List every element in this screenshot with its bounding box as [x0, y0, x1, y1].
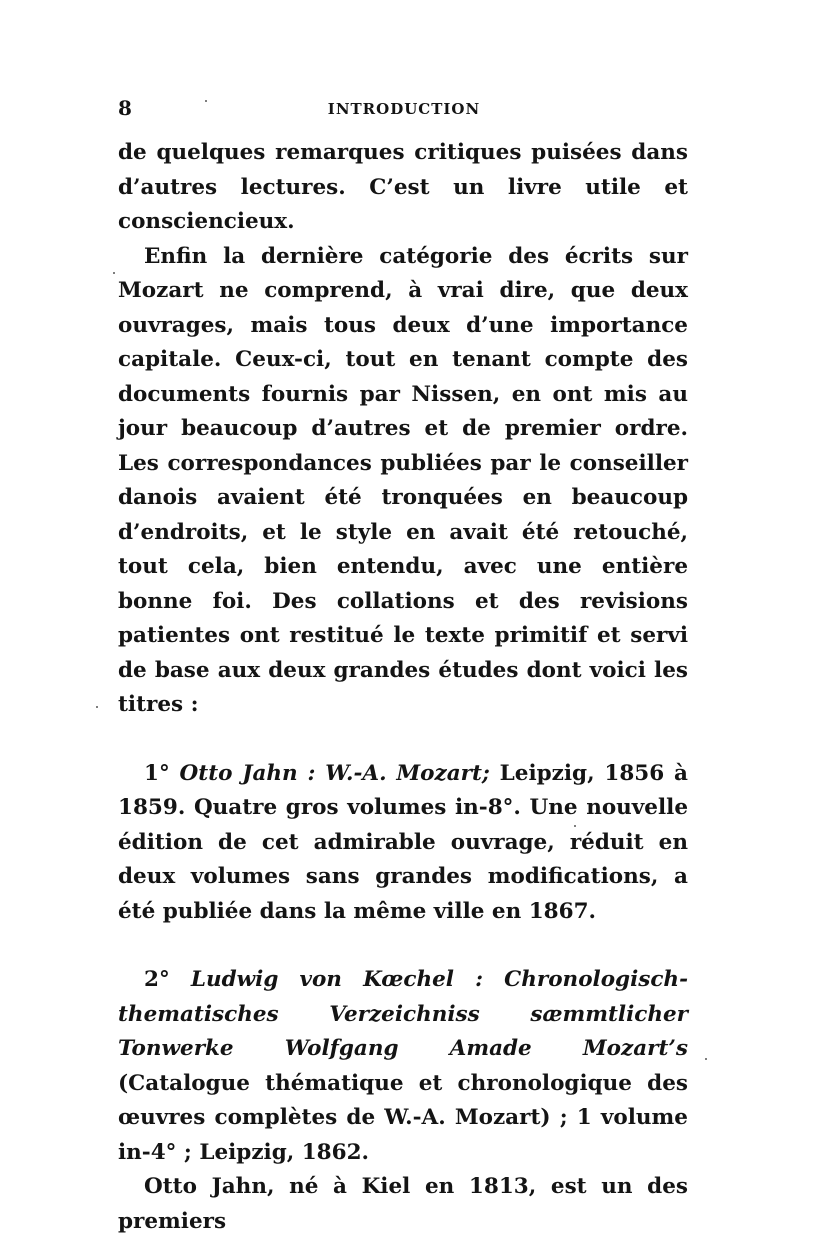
print-speck — [96, 706, 98, 708]
item-2-title: Ludwig von Kœchel : Chronologisch-thematisches Verzeichniss sæmmtlicher Tonwerke Wolfgang Amade Mozart’s — [118, 967, 688, 1061]
print-speck — [574, 825, 576, 827]
page-header — [118, 96, 690, 126]
item-1-number: 1° — [144, 760, 170, 786]
body-text — [118, 136, 688, 1239]
item-2-text: (Catalogue thématique et chronologique des œuvres complètes de W.-A. Mozart) ; 1 volume in-4° ; Leipzig, 1862. — [118, 1070, 688, 1165]
print-speck — [205, 100, 207, 102]
bibliography-item-1 — [118, 757, 688, 930]
page-number: 8 — [118, 96, 132, 120]
running-title: INTRODUCTION — [327, 100, 481, 118]
paragraph-last-category: Enfin la dernière catégorie des écrits sur Mozart ne comprend, à vrai dire, que deux ouvrages, mais tous deux d’une importance capitale. Ceux-ci, tout en tenant compte des documents fournis par Nissen, en ont mis au jour beaucoup d’autres et de premier ordre. Les correspondances publiées par le conseiller danois avaient été tronquées en beaucoup d’endroits, et le style en avait été retouché, tout cela, bien entendu, avec une entière bonne foi. Des collations et des revisions patientes ont restitué le texte primitif et servi de base aux deux grandes études dont voici les titres : — [118, 243, 688, 717]
print-speck — [113, 272, 115, 274]
print-speck — [705, 1058, 707, 1060]
bibliography-item-2 — [118, 963, 688, 1170]
item-1-text: Leipzig, 1856 à 1859. Quatre gros volumes in-8°. Une nouvelle édition de cet admirable ouvrage, réduit en deux volumes sans grandes modifications, a été publiée dans la même ville en 1867. — [118, 760, 688, 924]
item-1-title: Otto Jahn : W.-A. Mozart; — [179, 760, 490, 786]
paragraph-otto-jahn: Otto Jahn, né à Kiel en 1813, est un des premiers — [118, 1174, 688, 1234]
item-2-number: 2° — [144, 967, 170, 992]
paragraph-continuation: de quelques remarques critiques puisées dans d’autres lectures. C’est un livre utile et consciencieux. — [118, 140, 688, 234]
